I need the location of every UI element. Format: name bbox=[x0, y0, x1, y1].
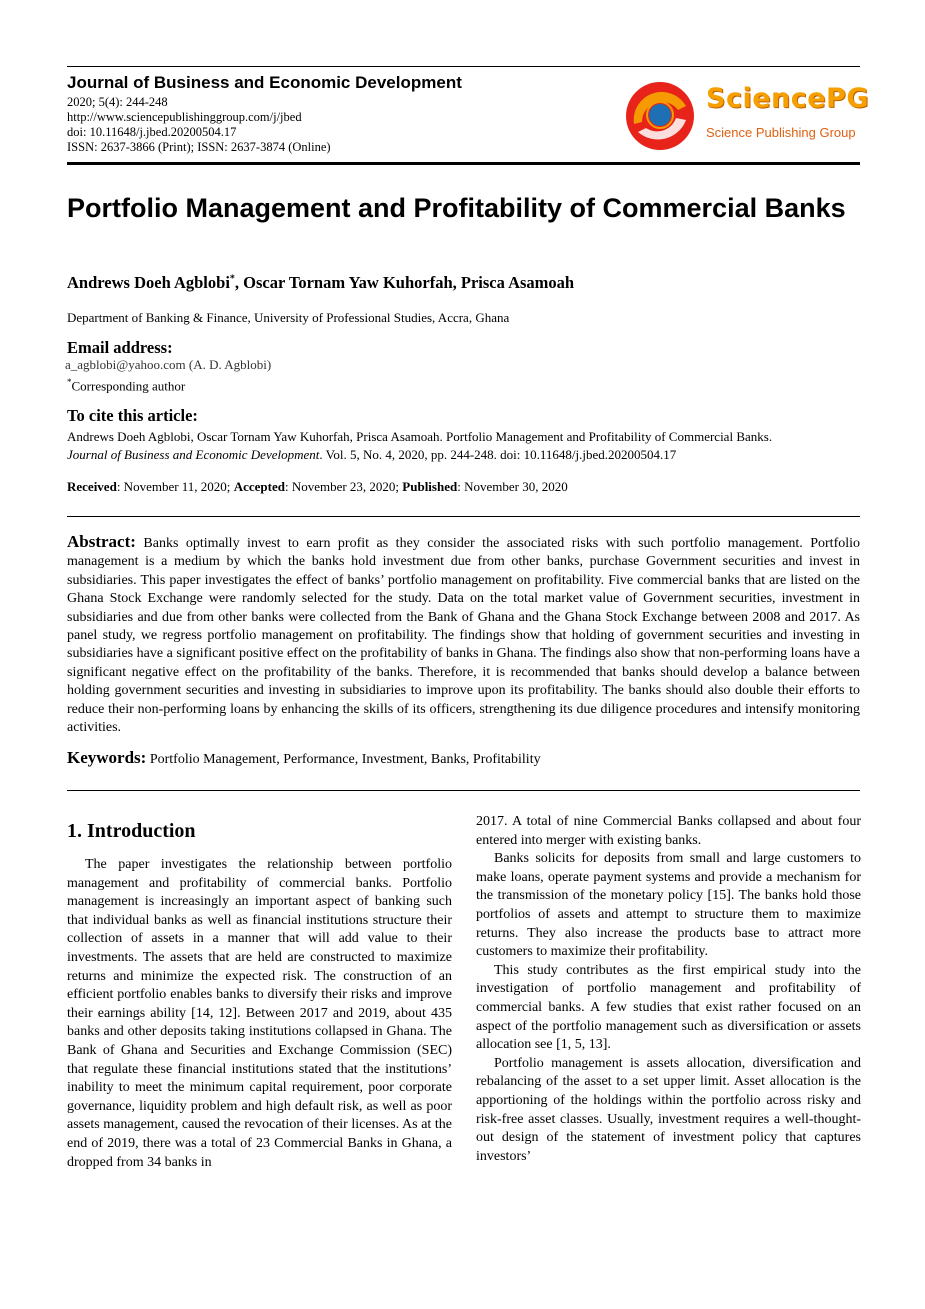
logo-wordmark: SciencePG bbox=[706, 83, 870, 114]
top-rule bbox=[67, 66, 860, 67]
article-title: Portfolio Management and Profitability of Commercial Banks bbox=[67, 193, 846, 223]
affiliation: Department of Banking & Finance, University of Professional Studies, Accra, Ghana bbox=[67, 310, 510, 325]
body-rule bbox=[67, 790, 860, 791]
cite-line-2 bbox=[67, 447, 676, 463]
author-first: Andrews Doeh Agblobi bbox=[67, 273, 230, 292]
article-dates bbox=[67, 479, 568, 495]
keywords bbox=[67, 748, 860, 768]
published-label: Published bbox=[402, 479, 458, 494]
accepted-label: Accepted bbox=[233, 479, 285, 494]
published-date: : November 30, 2020 bbox=[457, 479, 568, 494]
keywords-text: Portfolio Management, Performance, Investment, Banks, Profitability bbox=[149, 752, 541, 767]
intro-paragraph: This study contributes as the first empirical study into the investigation of portfolio management and profitability of commercial banks. A few studies that exist rather focused on an aspect of the portfolio management such as diversification or assets allocation see [1, 5, 13]. bbox=[476, 962, 861, 1053]
keywords-label: Keywords: bbox=[67, 748, 147, 767]
author-others: , Oscar Tornam Yaw Kuhorfah, Prisca Asamoah bbox=[234, 273, 575, 292]
intro-paragraph: Banks solicits for deposits from small and large customers to make loans, operate payment systems and provide a mechanism for the transmission of the monetary policy [15]. The banks hold those portfolios of assets and attempt to structure them to maximize returns. They also increase the products base to attract more customers to maximize their profitability. bbox=[476, 851, 861, 960]
cite-journal: Journal of Business and Economic Development bbox=[67, 447, 320, 462]
intro-paragraph: Portfolio management is assets allocation, diversification and rebalancing of the asset to a set upper limit. Asset allocation is the apportioning of the holdings within the portfolio across risky and risk-free asset classes. Usually, investment requires a well-thought-out design of the statement of investment policy that captures investors’ bbox=[476, 1055, 861, 1164]
issn-line: ISSN: 2637-3866 (Print); ISSN: 2637-3874 (Online) bbox=[67, 140, 331, 154]
received-label: Received bbox=[67, 479, 117, 494]
right-column bbox=[476, 813, 861, 1166]
volume-line: 2020; 5(4): 244-248 bbox=[67, 95, 168, 109]
left-column bbox=[67, 856, 452, 1172]
intro-paragraph: The paper investigates the relationship between portfolio management and profitability of commercial banks. Portfolio management is increasingly an important aspect of banking such that individual banks as well as financial institutions structure their collection of assets in a manner that will add value to their investments. The assets that are held are constructed to maximize returns and minimize the expected risk. The construction of an efficient portfolio enables banks to diversify their risks and improve their earnings ability [14, 12]. Between 2017 and 2019, about 435 banks and other deposits taking institutions collapsed in Ghana. The Bank of Ghana and Securities and Exchange Commission (SEC) that regulate these financial institutions stated that the institutions’ inability to meet the minimum capital requirement, poor corporate governance, liquidity problem and high default risk, as well as poor assets management, caused the revocation of their licenses. As at the end of 2019, there was a total of 23 Commercial Banks in Ghana, a dropped from 34 banks in bbox=[67, 857, 452, 1170]
received-date: : November 11, 2020; bbox=[116, 479, 234, 494]
corresponding-note-star: * bbox=[67, 377, 72, 387]
abstract-rule bbox=[67, 516, 860, 517]
intro-paragraph: 2017. A total of nine Commercial Banks collapsed and about four entered into merger with existing banks. bbox=[476, 814, 861, 848]
doi-line: doi: 10.11648/j.jbed.20200504.17 bbox=[67, 125, 237, 139]
abstract-label: Abstract: bbox=[67, 532, 136, 551]
corresponding-mark: * bbox=[229, 273, 235, 285]
header-rule bbox=[67, 162, 860, 165]
cite-heading: To cite this article: bbox=[67, 406, 198, 425]
corresponding-note-text: Corresponding author bbox=[71, 378, 186, 394]
logo-subtitle: Science Publishing Group bbox=[706, 125, 856, 140]
abstract bbox=[67, 533, 860, 737]
section-heading-introduction: 1. Introduction bbox=[67, 820, 196, 842]
journal-url[interactable]: http://www.sciencepublishinggroup.com/j/jbed bbox=[67, 110, 302, 124]
email-address[interactable]: a_agblobi@yahoo.com (A. D. Agblobi) bbox=[65, 357, 272, 372]
sciencepg-logo-icon bbox=[624, 80, 696, 152]
journal-name: Journal of Business and Economic Development bbox=[67, 73, 462, 92]
email-heading: Email address: bbox=[67, 338, 173, 357]
cite-line-1: Andrews Doeh Agblobi, Oscar Tornam Yaw Kuhorfah, Prisca Asamoah. Portfolio Management and Profitability of Commercial Banks. bbox=[67, 429, 773, 444]
abstract-text: Banks optimally invest to earn profit as they consider the associated risks with such portfolio management. Portfolio management is a medium by which the banks hold investment due from other banks, purchase Government securities and invest in subsidiaries. This paper investigates the effect of banks’ portfolio management on profitability. Five commercial banks that are listed on the Ghana Stock Exchange were randomly selected for the study. Data on the total market value of Government securities, investment in subsidiaries and due from other banks were collected from the Bank of Ghana and the Ghana Stock Exchange between 2008 and 2017. As panel study, we regress portfolio management on profitability. The findings show that holding of government securities and investing in subsidiaries have a significant positive effect on the profitability of banks in Ghana. The findings also show that non-performing loans have a significant negative effect on the profitability of the banks. Therefore, it is recommended that banks should develop a balance between holding government securities and investing in subsidiaries to improve upon its profitability. The banks should also double their efforts to reduce their non-performing loans by enhancing the skills of its officers, strengthening its due diligence procedures and intensify monitoring activities. bbox=[67, 536, 861, 736]
accepted-date: : November 23, 2020; bbox=[284, 479, 403, 494]
corresponding-note bbox=[67, 377, 185, 394]
author-list bbox=[67, 273, 574, 293]
cite-details: . Vol. 5, No. 4, 2020, pp. 244-248. doi: 10.11648/j.jbed.20200504.17 bbox=[319, 447, 677, 462]
